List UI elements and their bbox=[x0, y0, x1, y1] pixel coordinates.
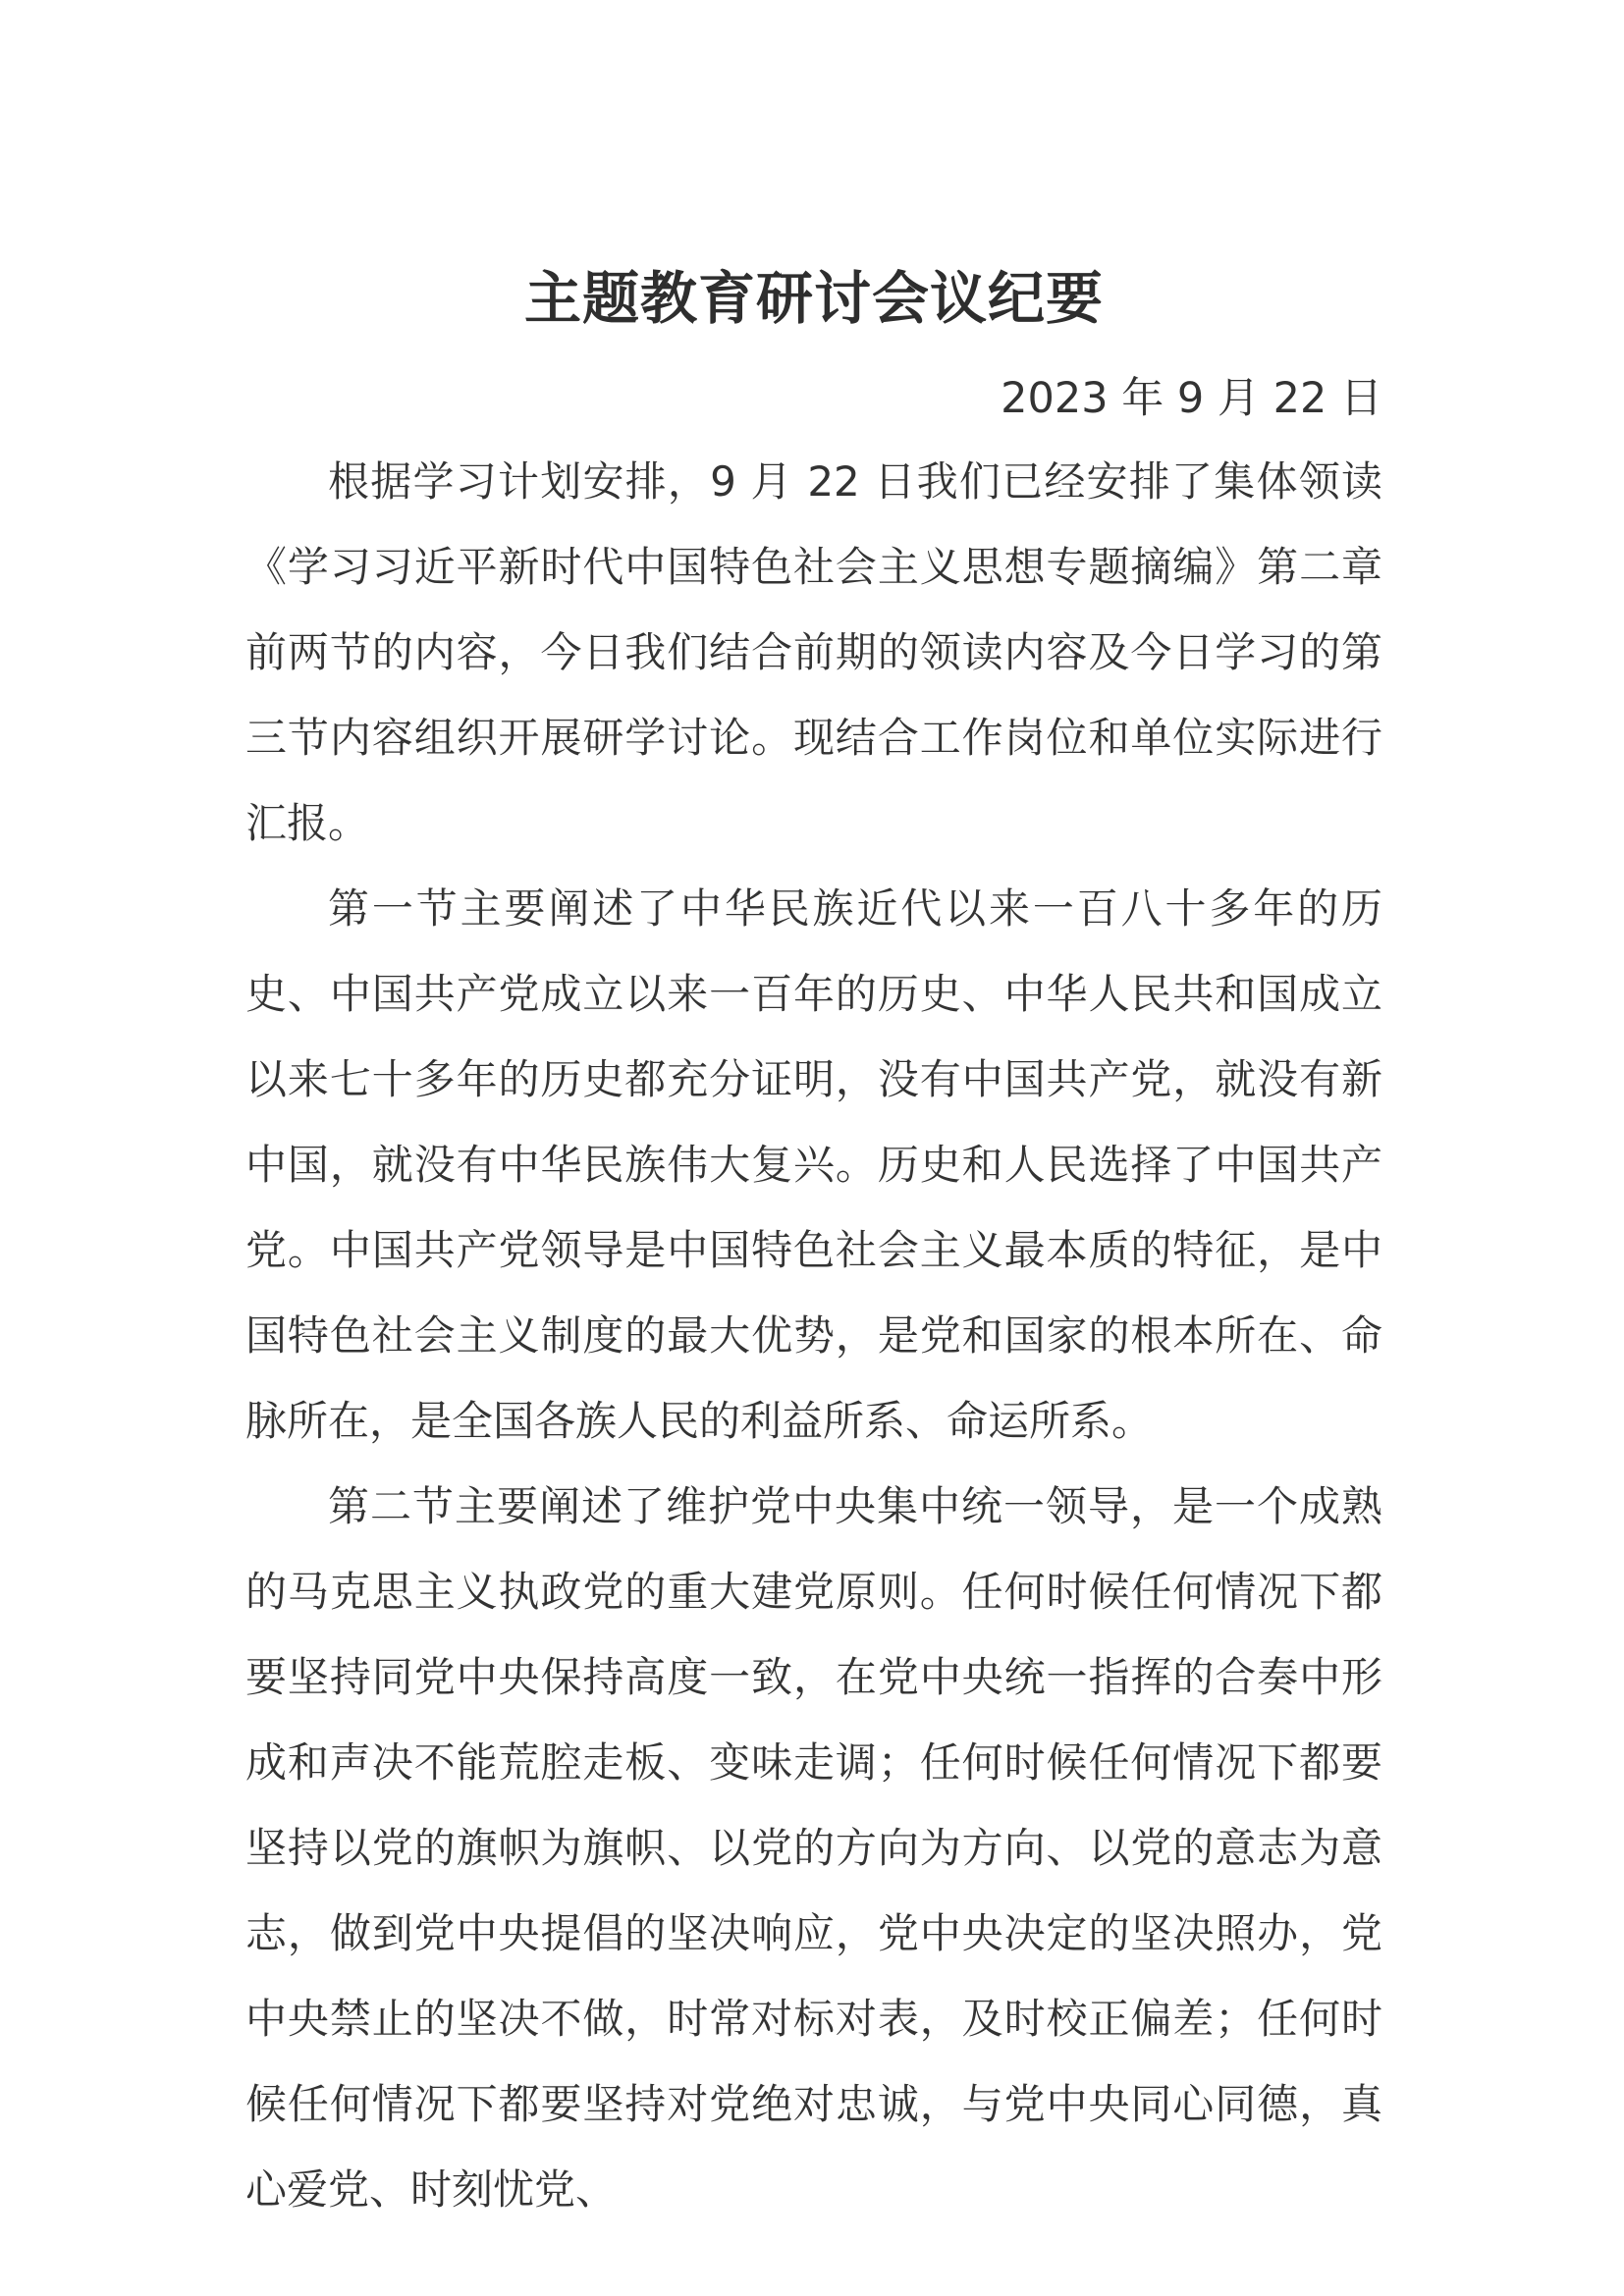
document-title: 主题教育研讨会议纪要 bbox=[523, 265, 1104, 332]
document-date: 2023 年 9 月 22 日 bbox=[1001, 374, 1382, 423]
paragraph-section-two: 第二节主要阐述了维护党中央集中统一领导，是一个成熟的马克思主义执政党的重大建党原则。任何时候任何情况下都要坚持同党中央保持高度一致，在党中央统一指挥的合奏中形成和声决不能荒腔走板、变味走调；任何时候任何情况下都要坚持以党的旗帜为旗帜、以党的方向为方向、以党的意志为意志，做到党中央提倡的坚决响应，党中央决定的坚决照办，党中央禁止的坚决不做，时常对标对表，及时校正偏差；任何时候任何情况下都要坚持对党绝对忠诚，与党中央同心同德，真心爱党、时刻忧党、 bbox=[245, 1482, 1382, 2214]
paragraph-intro: 根据学习计划安排，9 月 22 日我们已经安排了集体领读《学习习近平新时代中国特色社会主义思想专题摘编》第二章前两节的内容，今日我们结合前期的领读内容及今日学习的第三节内容组织开展研学讨论。现结合工作岗位和单位实际进行汇报。 bbox=[245, 457, 1382, 847]
paragraph-section-one: 第一节主要阐述了中华民族近代以来一百八十多年的历史、中国共产党成立以来一百年的历史、中华人民共和国成立以来七十多年的历史都充分证明，没有中国共产党，就没有新中国，就没有中华民族伟大复兴。历史和人民选择了中国共产党。中国共产党领导是中国特色社会主义最本质的特征，是中国特色社会主义制度的最大优势，是党和国家的根本所在、命脉所在，是全国各族人民的利益所系、命运所系。 bbox=[245, 884, 1382, 1445]
document-body bbox=[245, 257, 1382, 2232]
